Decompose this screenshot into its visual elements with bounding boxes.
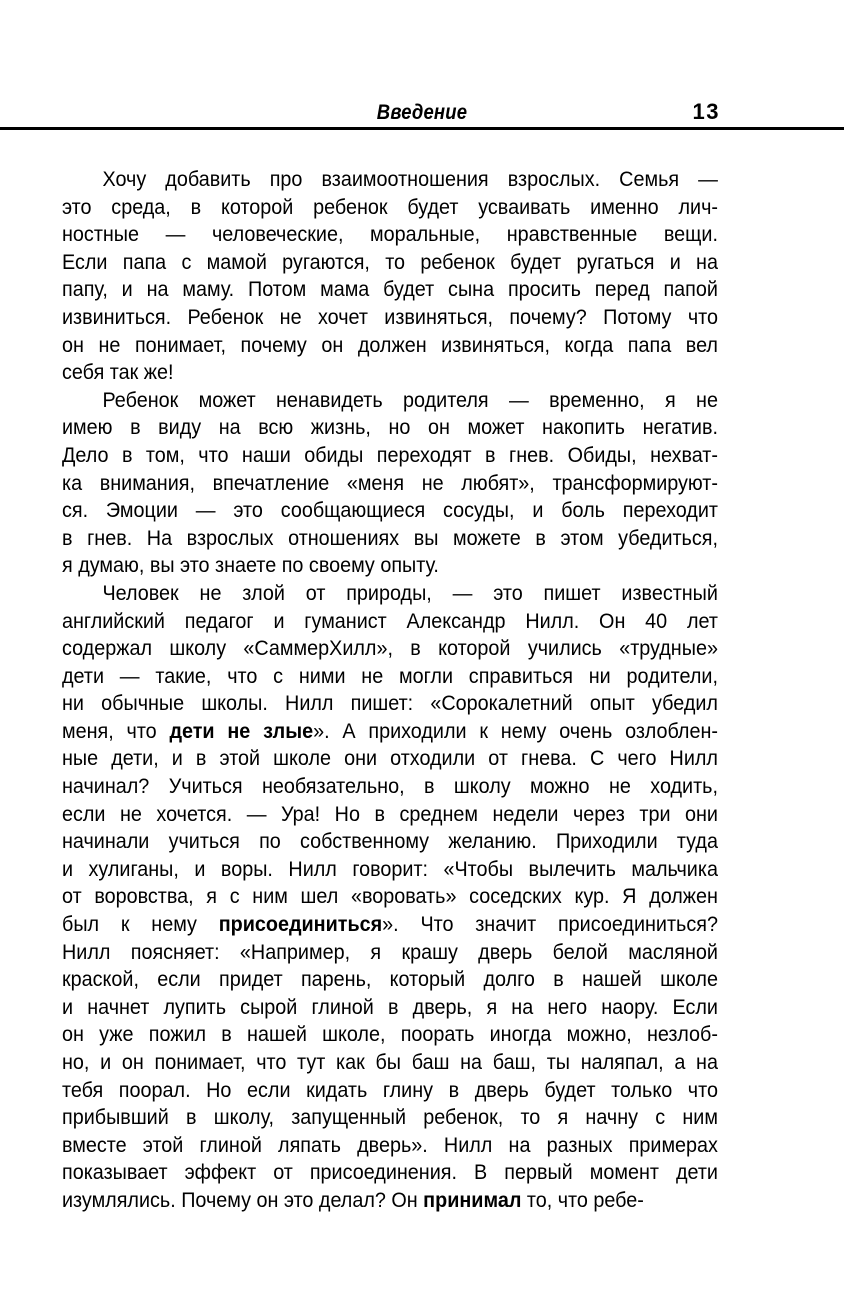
text-line: начинали учиться по собственному желанию. Приходили туда xyxy=(62,829,718,854)
text-line: показывает эффект от присоединения. В первый момент дети xyxy=(62,1160,718,1185)
text-line: и начнет лупить сырой глиной в дверь, я на него наору. Если xyxy=(62,994,718,1019)
text-line: ностные — человеческие, моральные, нравственные вещи. xyxy=(62,222,718,247)
header-rule xyxy=(0,127,844,130)
text-line: я думаю, вы это знаете по своему опыту. xyxy=(62,553,439,578)
body-text xyxy=(62,166,782,1215)
text-line: извиниться. Ребенок не хочет извиняться, почему? Потому что xyxy=(62,304,718,329)
running-title: Введение xyxy=(376,101,468,124)
text-line: себя так же! xyxy=(62,360,174,385)
text-line: это среда, в которой ребенок будет усваивать именно лич- xyxy=(62,194,718,219)
text-line: ни обычные школы. Нилл пишет: «Сорокалетний опыт убедил xyxy=(62,691,718,716)
text-line: краской, если придет парень, который долго в нашей школе xyxy=(62,967,718,992)
text-line: имею в виду на всю жизнь, но он может накопить негатив. xyxy=(62,415,718,440)
text-line: тебя поорал. Но если кидать глину в дверь будет только что xyxy=(62,1077,718,1102)
text-line: в гнев. На взрослых отношениях вы можете в этом убедиться, xyxy=(62,525,718,550)
text-line: Нилл поясняет: «Например, я крашу дверь белой масляной xyxy=(62,939,718,964)
text-line: Человек не злой от природы, — это пишет известный xyxy=(102,580,718,605)
text-line: от воровства, я с ним шел «воровать» соседских кур. Я должен xyxy=(62,884,718,909)
text-line: дети — такие, что с ними не могли справиться ни родители, xyxy=(62,663,718,688)
text-line: вместе этой глиной ляпать дверь». Нилл на разных примерах xyxy=(62,1132,718,1157)
text-line: он не понимает, почему он должен извиняться, когда папа вел xyxy=(62,332,718,357)
text-line: ка внимания, впечатление «меня не любят», трансформируют- xyxy=(62,470,718,495)
text-line: был к нему присоединиться». Что значит присоединиться? xyxy=(62,912,718,937)
text-line: Если папа с мамой ругаются, то ребенок будет ругаться и на xyxy=(62,249,718,274)
text-line: он уже пожил в нашей школе, поорать иногда можно, незлоб- xyxy=(62,1022,718,1047)
text-line: английский педагог и гуманист Александр Нилл. Он 40 лет xyxy=(62,608,718,633)
text-line: изумлялись. Почему он это делал? Он принимал то, что ребе- xyxy=(62,1187,644,1212)
text-line: и хулиганы, и воры. Нилл говорит: «Чтобы вылечить мальчика xyxy=(62,856,718,881)
text-line: меня, что дети не злые». А приходили к нему очень озлоблен- xyxy=(62,718,718,743)
text-line: начинал? Учиться необязательно, в школу можно не ходить, xyxy=(62,774,718,799)
text-line: ся. Эмоции — это сообщающиеся сосуды, и боль переходит xyxy=(62,498,718,523)
text-line: папу, и на маму. Потом мама будет сына просить перед папой xyxy=(62,277,718,302)
paragraph xyxy=(62,580,782,1215)
text-line: Дело в том, что наши обиды переходят в гнев. Обиды, нехват- xyxy=(62,442,718,467)
text-line: прибывший в школу, запущенный ребенок, то я начну с ним xyxy=(62,1105,718,1130)
text-line: если не хочется. — Ура! Но в среднем недели через три они xyxy=(62,801,718,826)
text-line: Хочу добавить про взаимоотношения взрослых. Семья — xyxy=(102,167,718,191)
text-line: Ребенок может ненавидеть родителя — временно, я не xyxy=(102,387,718,412)
text-line: ные дети, и в этой школе они отходили от гнева. С чего Нилл xyxy=(62,746,718,771)
paragraph xyxy=(62,387,782,580)
page-number: 13 xyxy=(692,99,720,124)
paragraph xyxy=(62,166,782,387)
text-line: содержал школу «СаммерХилл», в которой учились «трудные» xyxy=(62,636,718,661)
text-line: но, и он понимает, что тут как бы баш на баш, ты наляпал, а на xyxy=(62,1050,718,1074)
